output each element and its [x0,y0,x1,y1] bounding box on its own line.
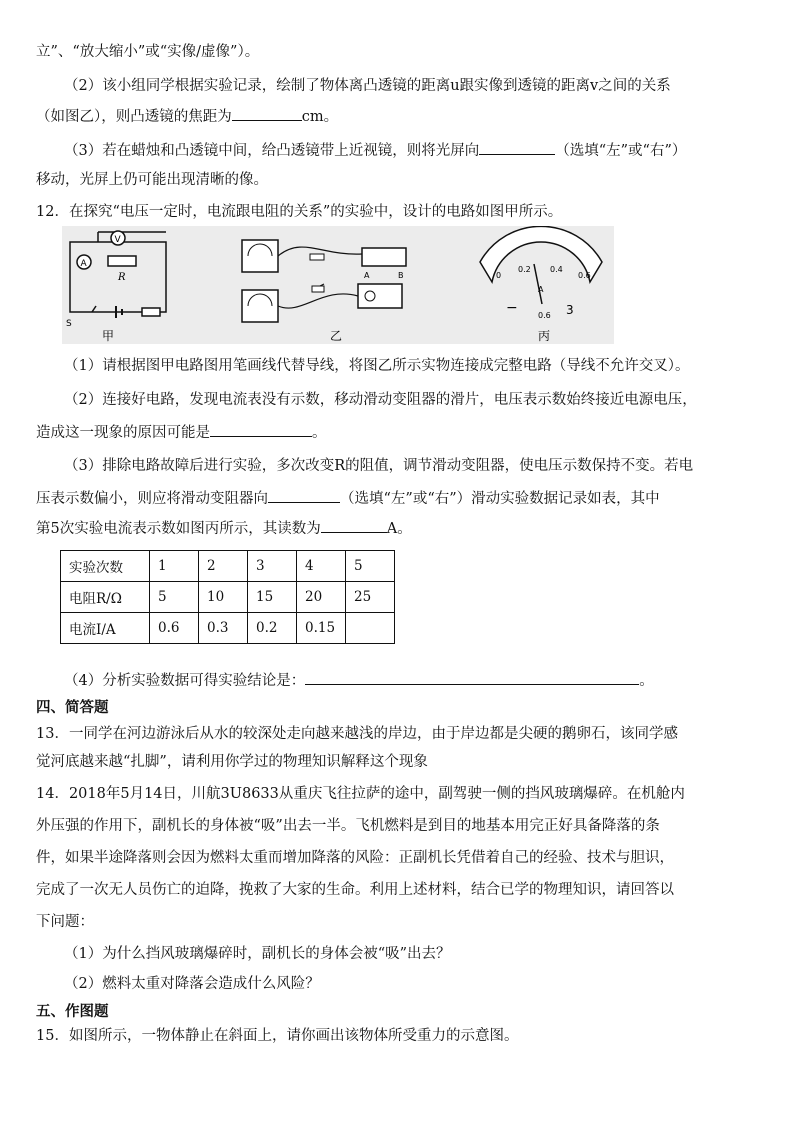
text-fragment: cm。 [301,109,339,125]
table-row [61,582,395,613]
table-cell: 0.6 [150,613,199,644]
text-fragment: 造成这一现象的原因可能是 [36,425,210,441]
ammeter-device [242,290,278,322]
rheostat-terminal-a: A [364,271,370,280]
text-line [64,140,686,161]
text-line [36,518,412,539]
text-fragment: （4）分析实验数据可得实验结论是： [64,673,306,689]
table-cell: 0.2 [248,613,297,644]
text-fragment: （选填“左”或“右”）滑动实验数据记录如表，其中 [340,491,660,507]
resistor-device [310,254,324,260]
rheostat-terminal-b: B [398,271,404,280]
figure-label-yi: 乙 [330,329,343,343]
table-cell: 25 [346,582,395,613]
text-line: （1）请根据图甲电路图用笔画线代替导线，将图乙所示实物连接成完整电路（导线不允许交叉）。 [64,358,690,374]
text-line: 觉河底越来越“扎脚”，请利用你学过的物理知识解释这个现象 [36,754,428,770]
table-row [61,551,395,582]
question-13: 13．一同学在河边游泳后从水的较深处走向越来越浅的岸边，由于岸边都是尖硬的鹅卵石，该同学感 [36,726,678,742]
text-line [36,488,660,509]
answer-blank[interactable] [305,670,639,685]
text-line: 下问题： [36,914,94,930]
table-cell: 15 [248,582,297,613]
switch-label: S [66,319,72,329]
text-line [64,670,654,691]
meter-scale-02: 0.2 [518,265,531,274]
figure-label-bing: 丙 [538,329,551,343]
table-cell: 10 [199,582,248,613]
text-line: 完成了一次无人员伤亡的迫降，挽救了大家的生命。利用上述材料，结合已学的物理知识，请回答以 [36,882,674,898]
text-fragment: 。 [312,425,327,441]
table-row [61,613,395,644]
terminal-3: 3 [566,303,574,317]
terminal-06: 0.6 [538,311,551,320]
text-line: （3）排除电路故障后进行实验，多次改变R的阻值，调节滑动变阻器，使电压示数保持不变。若电 [64,458,694,474]
data-table [60,550,395,644]
text-line: （2）该小组同学根据实验记录，绘制了物体离凸透镜的距离u跟实像到透镜的距离v之间的关系 [64,78,671,94]
table-row-header: 电流I/A [61,613,150,644]
resistor-symbol [108,256,136,266]
table-cell: 0.15 [297,613,346,644]
figure-label-jia: 甲 [102,329,115,343]
text-line: 立”、“放大缩小”或“实像/虚像”）。 [36,44,260,60]
answer-blank[interactable] [268,488,340,503]
rheostat-device [362,248,406,266]
resistor-label: R [118,272,126,283]
table-cell: 3 [248,551,297,582]
table-cell: 4 [297,551,346,582]
meter-scale-04: 0.4 [550,265,563,274]
ammeter-label: A [80,259,87,269]
table-cell: 5 [346,551,395,582]
section-heading: 五、作图题 [36,1004,109,1020]
terminal-minus: − [506,300,518,316]
table-cell: 20 [297,582,346,613]
rheostat-symbol [142,308,160,316]
text-line: （2）燃料太重对降落会造成什么风险？ [64,976,320,992]
circuit-figure [62,226,614,344]
table-row-header: 实验次数 [61,551,150,582]
table-cell: 1 [150,551,199,582]
meter-scale-06: 0.6 [578,271,591,280]
question-12: 12．在探究“电压一定时，电流跟电阻的关系”的实验中，设计的电路如图甲所示。 [36,204,563,220]
table-row-header: 电阻R/Ω [61,582,150,613]
table-cell[interactable] [346,613,395,644]
meter-scale-0: 0 [496,271,502,280]
meter-unit: A [538,285,544,294]
answer-blank[interactable] [210,422,312,437]
text-line [36,106,338,127]
section-heading: 四、简答题 [36,700,109,716]
text-line: （1）为什么挡风玻璃爆碎时，副机长的身体会被“吸”出去？ [64,946,451,962]
text-line [36,422,327,443]
text-fragment: A。 [386,521,412,537]
text-fragment: 压表示数偏小，则应将滑动变阻器向 [36,491,268,507]
text-fragment: （选填“左”或“右”） [555,143,687,159]
table-cell: 2 [199,551,248,582]
text-line: 移动，光屏上仍可能出现清晰的像。 [36,172,268,188]
text-line: 件，如果半途降落则会因为燃料太重而增加降落的风险：正副机长凭借着自己的经验、技术与胆识， [36,850,674,866]
question-15: 15．如图所示，一物体静止在斜面上，请你画出该物体所受重力的示意图。 [36,1028,519,1044]
table-cell: 5 [150,582,199,613]
question-14: 14．2018年5月14日，川航3U8633从重庆飞往拉萨的途中，副驾驶一侧的挡风玻璃爆碎。在机舱内 [36,786,685,802]
text-fragment: （3）若在蜡烛和凸透镜中间，给凸透镜带上近视镜，则将光屏向 [64,143,480,159]
voltmeter-label: V [114,235,121,245]
voltmeter-device [242,240,278,272]
table-cell: 0.3 [199,613,248,644]
text-line: （2）连接好电路，发现电流表没有示数，移动滑动变阻器的滑片，电压表示数始终接近电源电压， [64,392,697,408]
text-fragment: 第5次实验电流表示数如图丙所示，其读数为 [36,521,321,537]
answer-blank[interactable] [232,106,302,121]
answer-blank[interactable] [321,518,387,533]
text-line: 外压强的作用下，副机长的身体被“吸”出去一半。飞机燃料是到目的地基本用完正好具备降落的条 [36,818,660,834]
switch-device [312,286,324,292]
answer-blank[interactable] [479,140,555,155]
text-fragment: 。 [639,673,654,689]
text-fragment: （如图乙），则凸透镜的焦距为 [36,109,232,125]
